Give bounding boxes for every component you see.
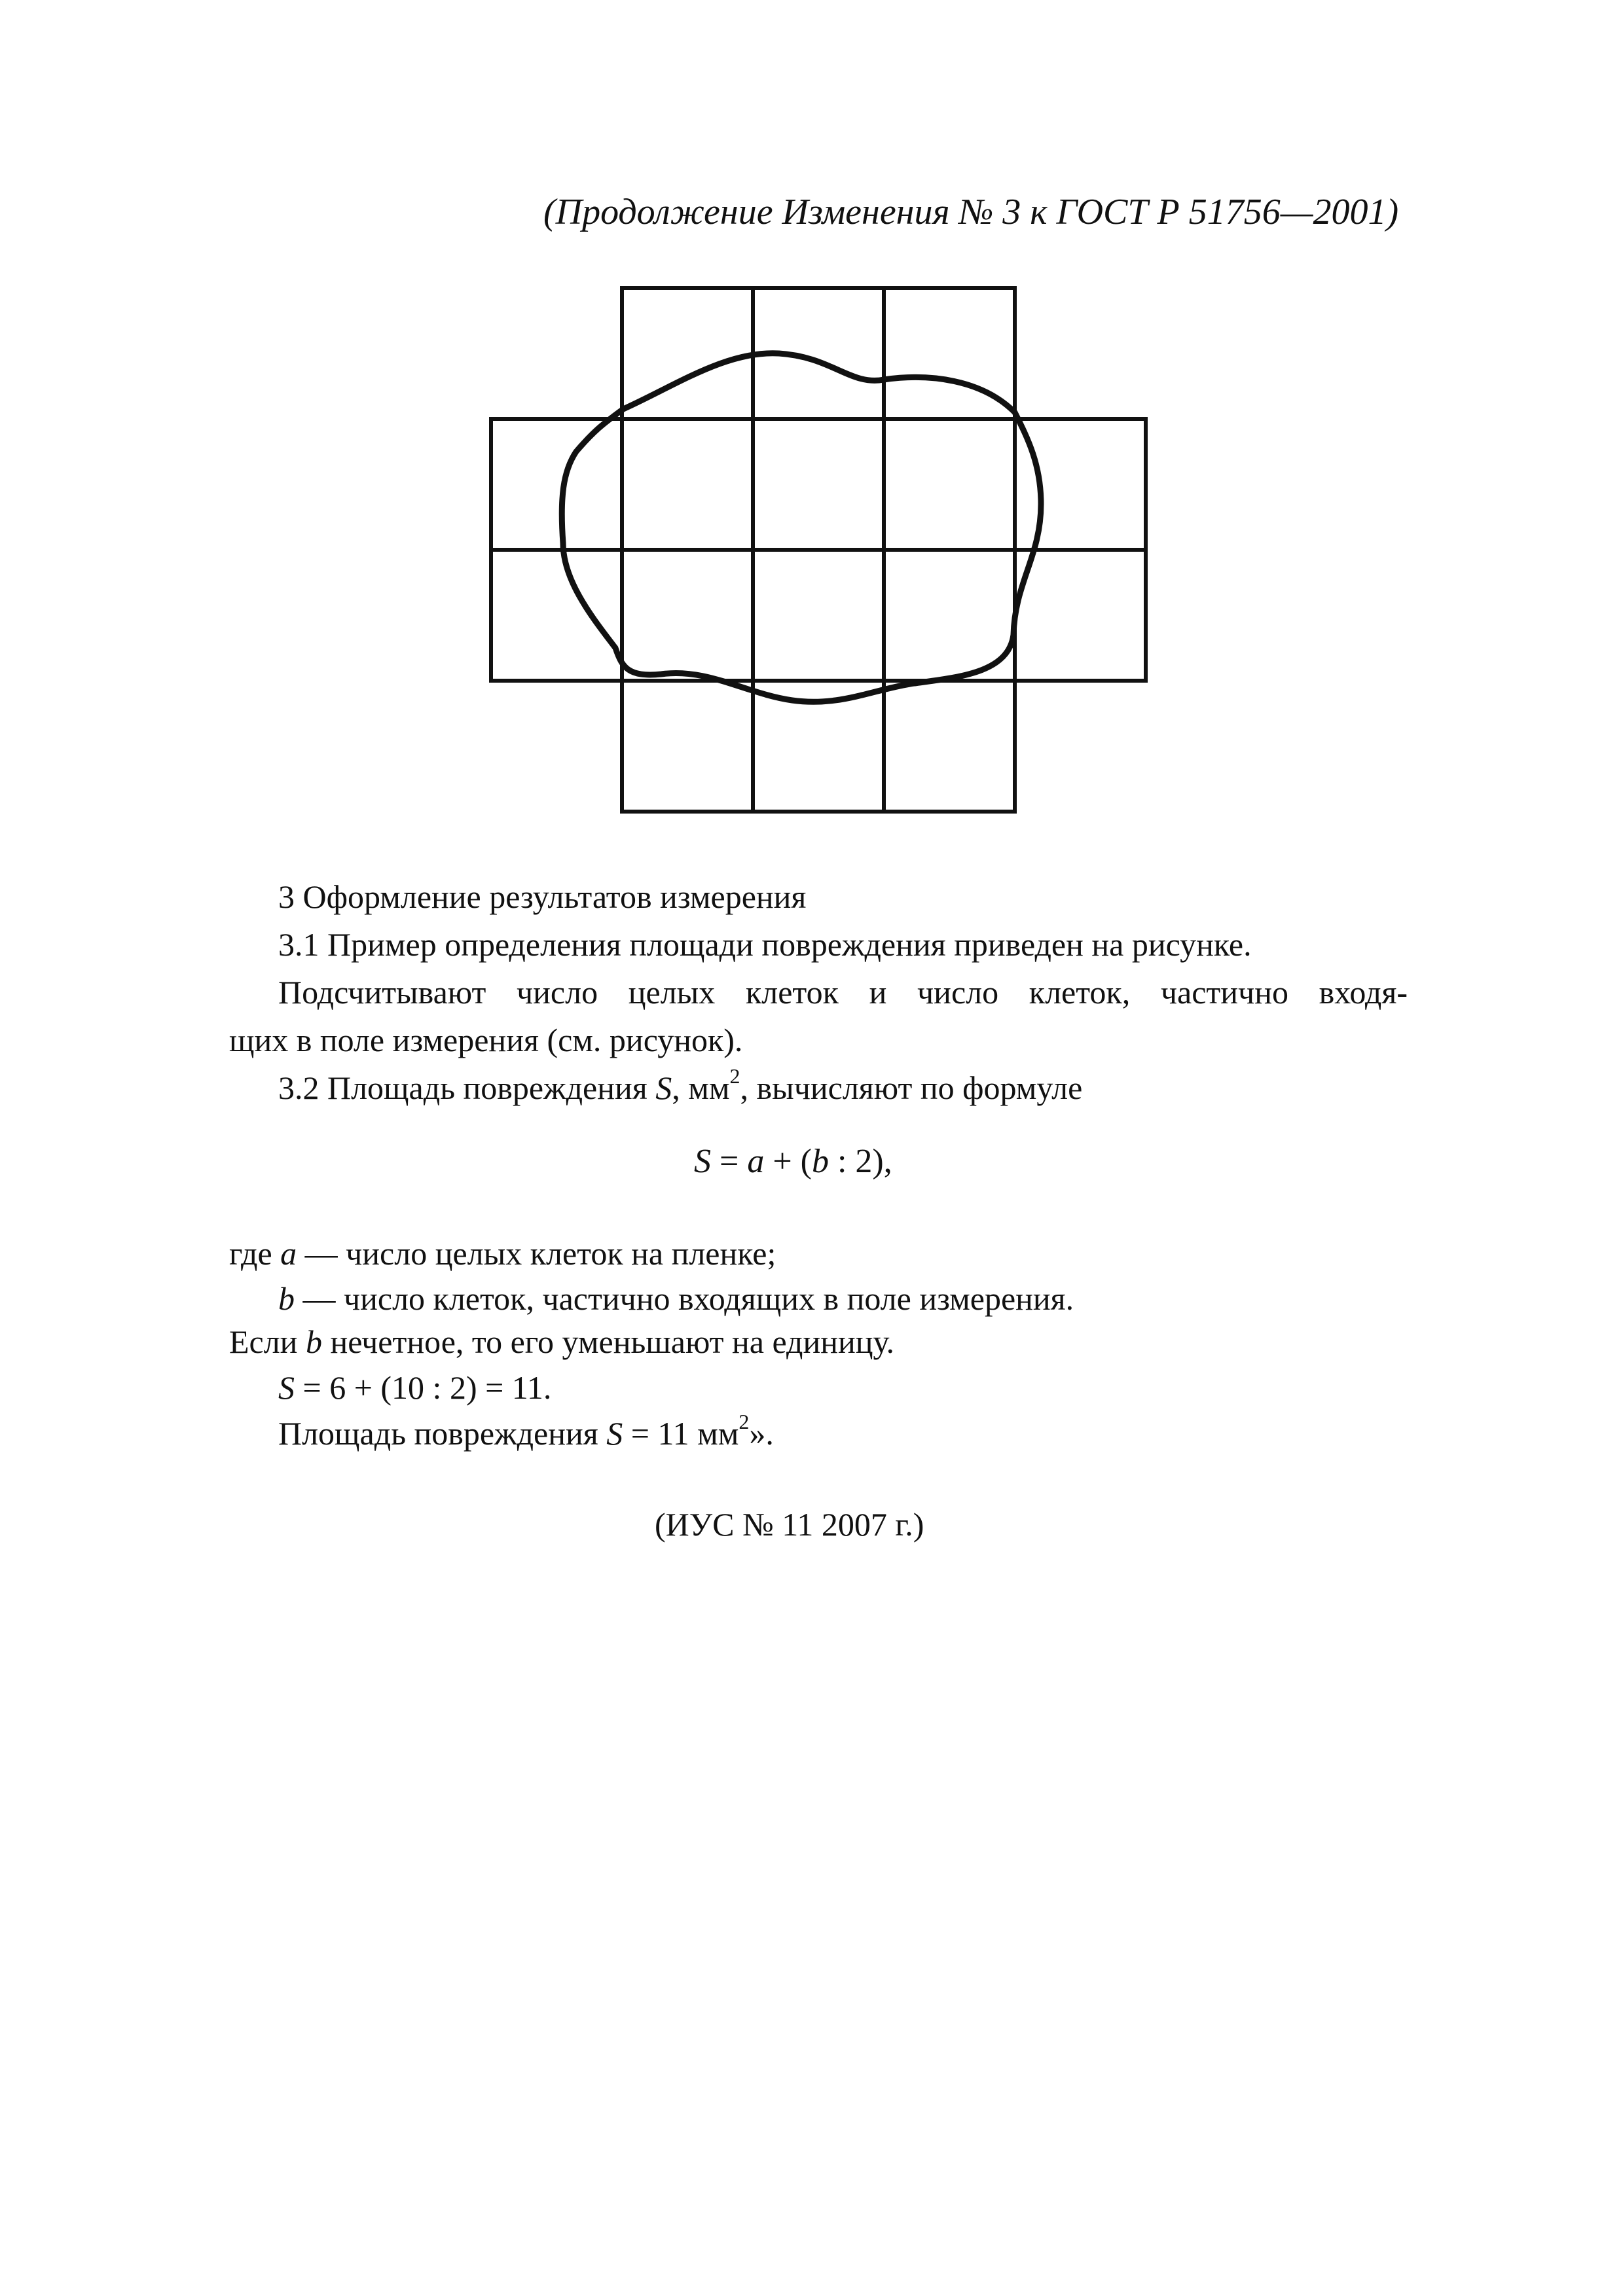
measurement-grid-figure <box>484 281 1152 818</box>
p3-symbol-s: S <box>655 1069 672 1106</box>
p3-suffix: , вычисляют по формуле <box>740 1069 1083 1106</box>
definition-a <box>229 1237 776 1270</box>
p3-unit: , мм <box>672 1069 730 1106</box>
formula-b: b <box>811 1143 829 1180</box>
odd-rule-suffix: нечетное, то его уменьшают на единицу. <box>321 1323 894 1360</box>
grid-cell <box>884 419 1015 550</box>
grid-cell <box>491 419 622 550</box>
grid-cell <box>753 419 884 550</box>
area-formula <box>694 1142 892 1181</box>
source-reference: (ИУС № 11 2007 г.) <box>655 1506 924 1543</box>
where-b-definition: — число клеток, частично входящих в поле измерения. <box>295 1280 1074 1317</box>
p3-prefix: 3.2 Площадь повреждения <box>278 1069 656 1106</box>
grid-cell <box>622 681 753 812</box>
grid-diagram <box>484 281 1152 818</box>
where-a-definition: — число целых клеток на пленке; <box>297 1235 776 1272</box>
definition-b <box>278 1280 1074 1318</box>
result-prefix: Площадь повреждения <box>278 1415 607 1452</box>
result-unit-exp: 2 <box>739 1410 750 1434</box>
odd-rule <box>229 1325 894 1358</box>
grid-cell <box>491 550 622 681</box>
section-title: 3 Оформление результатов измерения <box>278 878 807 915</box>
document-header: (Продолжение Изменения № 3 к ГОСТ Р 51756—2001) <box>543 192 1399 232</box>
formula-eq: = <box>711 1143 748 1180</box>
formula-s: S <box>694 1143 711 1180</box>
grid-cell <box>622 550 753 681</box>
grid-cell <box>1015 550 1146 681</box>
grid-cell <box>753 550 884 681</box>
formula-tail: : 2), <box>828 1143 892 1180</box>
odd-rule-prefix: Если <box>229 1323 306 1360</box>
result-statement <box>278 1410 774 1452</box>
damage-outline <box>562 353 1041 702</box>
result-suffix: ». <box>749 1415 774 1452</box>
paragraph-3-2 <box>278 1064 1083 1106</box>
paragraph-count-line-2: щих в поле измерения (см. рисунок). <box>229 1022 743 1058</box>
result-symbol-s: S <box>606 1415 623 1452</box>
calculation <box>278 1371 551 1404</box>
formula-plus: + ( <box>764 1143 812 1180</box>
calc-expression: = 6 + (10 : 2) = 11. <box>295 1369 552 1406</box>
where-symbol-a: a <box>280 1235 297 1272</box>
grid-cell <box>622 419 753 550</box>
paragraph-count-line-1: Подсчитывают число целых клеток и число клеток, частично входя- <box>278 974 1408 1011</box>
odd-rule-symbol-b: b <box>305 1323 322 1360</box>
result-value: = 11 мм <box>623 1415 739 1452</box>
where-prefix: где <box>229 1235 281 1272</box>
p3-unit-exp: 2 <box>729 1064 740 1088</box>
formula-a: a <box>747 1143 765 1180</box>
paragraph-3-1: 3.1 Пример определения площади повреждения приведен на рисунке. <box>278 926 1252 963</box>
grid-cell <box>1015 419 1146 550</box>
where-symbol-b: b <box>278 1280 295 1317</box>
calc-symbol-s: S <box>278 1369 295 1406</box>
grid-cell <box>884 681 1015 812</box>
